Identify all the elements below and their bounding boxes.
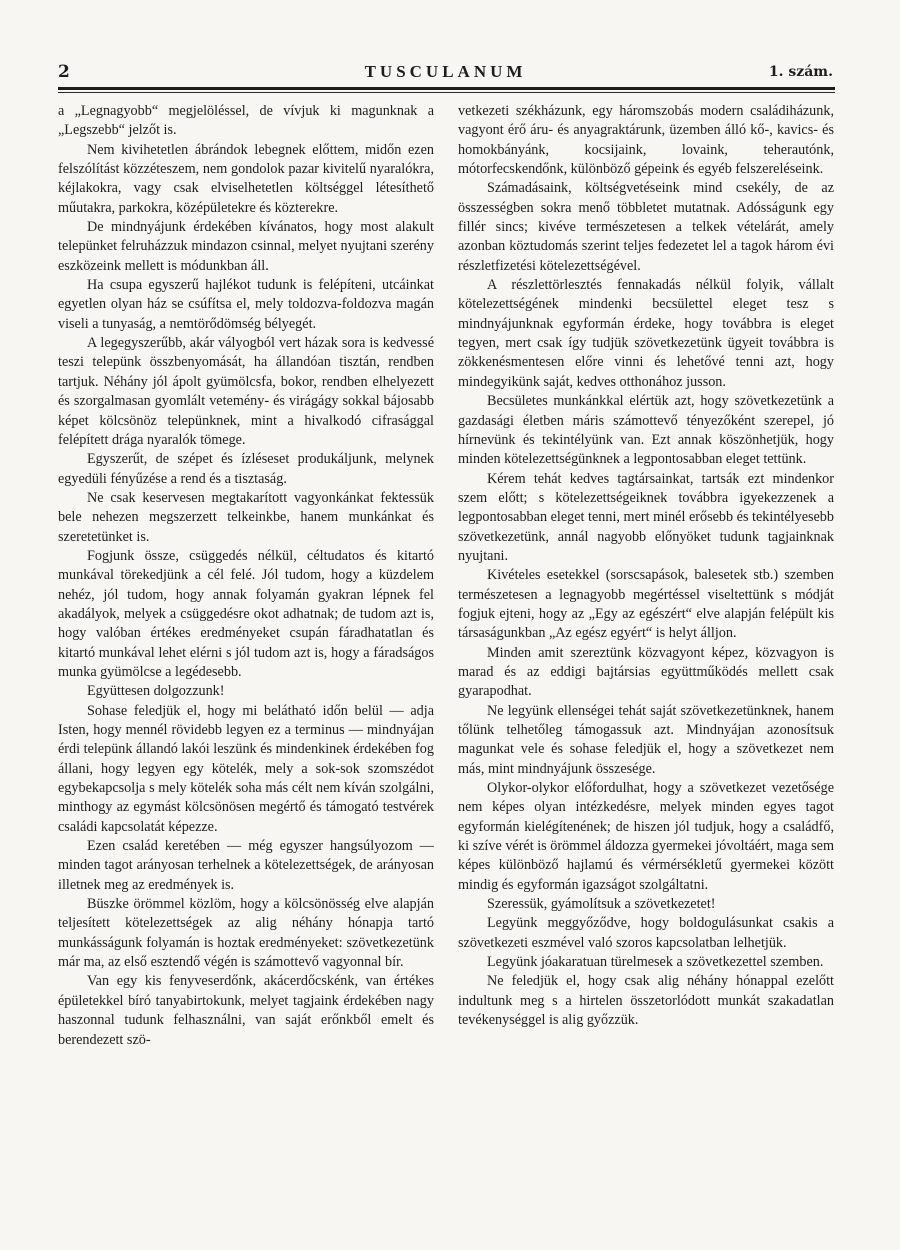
paragraph: A legegyszerűbb, akár vályogból vert házak sora is kedvessé teszi telepünk összbenyomását, ha állandóan tisztán, rendben tartjuk. Néhány jól ápolt gyümölcsfa, bokor, rendben elhelyezett és szorgalmasan gyomlált vetemény- és virágágy sokkal bájosabb képet kölcsönöz telepünknek, mint a hivalkodó cifrasággal felépített drága nyaralók tömege. (58, 335, 434, 448)
paragraph: Együttesen dolgozzunk! (87, 683, 225, 700)
paragraph: Becsületes munkánkkal elértük azt, hogy szövetkezetünk a gazdasági életben máris számottevő tényezőként szerepel, jó hírnevünk és tekintélyünk van. Ezt annak köszönhetjük, hogy minden kötelezettségünknek a legpontosabban eleget tettünk. (458, 393, 834, 468)
journal-title: TUSCULANUM (364, 62, 527, 81)
paragraph: Büszke örömmel közlöm, hogy a kölcsönösség elve alapján teljesített kötelezettségek az alig néhány hónapja tartó munkásságunk folyamán is hoztak eredményeket: szövetkezetünk már ma, az első esztendő végén is számottevő vagyonnal bír. (58, 896, 434, 971)
paragraph: Minden amit szereztünk közvagyont képez, közvagyon is marad és az eddigi bajtársias együttműködés mellett csak gyarapodhat. (458, 644, 834, 700)
paragraph: Ezen család keretében — még egyszer hangsúlyozom — minden tagot arányosan terhelnek a kötelezettségek, de arányosan illetnek meg az eredmények is. (58, 838, 434, 893)
paragraph: Ne feledjük el, hogy csak alig néhány hónappal ezelőtt indultunk meg s a hirtelen összetorlódott munkát szakadatlan tevékenységgel is alig győzzük. (458, 973, 834, 1029)
paragraph: Sohase feledjük el, hogy mi belátható időn belül — adja Isten, hogy mennél rövidebb legyen ez a terminus — mindnyájan érdi telepünk állandó lakói leszünk és mindenkinek érdekében fog állani, hogy legyen egy kötelék, mely a sok-sok szomszédot egybekapcsolja s mely kötelék soha más célt nem kíván szolgálni, minthogy az egymást kölcsönösen megértő és támogató testvérek családi kapcsolatát képezze. (58, 702, 434, 835)
paragraph: A részlettörlesztés fennakadás nélkül folyik, vállalt kötelezettségének mindenki becsülettel eleget tesz s mindnyájunknak egyformán érdeke, hogy továbbra is eleget tegyen, mert csak így tudjük szövetkezetünk ügyeit továbbra is zökkenésmentesen előre vinni és lehetővé tenni azt, hogy mindegyikünk saját, kedves otthonához jusson. (458, 277, 834, 390)
paragraph: Számadásaink, költségvetéseink mind csekély, de az összességben sokra menő többletet mutatnak. Adósságunk egy fillér sincs; kivéve természetesen a telkek vételárát, amely azonban köztudomás szerint teljes fedezetet lel a tagok három évi részletfizetési kötelezettségével. (458, 180, 834, 274)
page-number: 2 (58, 62, 70, 82)
paragraph: vetkezeti székházunk, egy háromszobás modern családiházunk, vagyont érő áru- és anyagraktárunk, üzemben álló kő-, kavics- és homokbányánk, kocsijaink, lovaink, teherautónk, mótorfecskendőnk, különböző gépeink és egyéb felszereléseink. (458, 103, 834, 178)
paragraph: Ne legyünk ellenségei tehát saját szövetkezetünknek, hanem tőlünk telhetőleg támogassuk azt. Mindnyájan azonosítsuk magunkat vele és sohase feledjük el, hogy a szövetkezet nem más, mint mindnyájunk összesége. (458, 702, 834, 777)
paragraph: Fogjunk össze, csüggedés nélkül, céltudatos és kitartó munkával törekedjünk a cél felé. Jól tudom, hogy a küzdelem nehéz, jól tudom, hogy annak folyamán gyakran lépnek fel akadályok, melyek a csüggedésre okot adhatnak; de tudom azt is, hogy valóban értékes eredményeket csupán fáradhatatlan és kitartó munkával lehet elérni s jól tudom azt is, hogy a fáradságos munka gyümölcse a legédesebb. (58, 547, 434, 680)
paragraph: Nem kivihetetlen ábrándok lebegnek előttem, midőn ezen felszólítást közzéteszem, nem gondolok pazar kivitelű nyaralókra, kéjlakokra, vagy csak elviselhetetlen költséggel létesíthető műutakra, parkokra, középületekre és közterekre. (58, 141, 434, 216)
paragraph: Legyünk jóakaratuan türelmesek a szövetkezettel szemben. (487, 954, 824, 971)
right-column (458, 102, 834, 1031)
paragraph: a „Legnagyobb“ megjelöléssel, de vívjuk ki magunknak a „Legszebb“ jelzőt is. (58, 103, 434, 139)
paragraph: Kivételes esetekkel (sorscsapások, balesetek stb.) szemben természetesen a legnagyobb megértéssel viseltettünk s módját fogjuk ejteni, hogy az „Egy az egészért“ elve alapján felépült kis társaságunkban „Az egész egyért“ is helyt álljon. (458, 567, 834, 642)
issue-label: 1. szám. (768, 64, 833, 80)
paragraph: Egyszerűt, de szépet és ízléseset produkáljunk, melynek egyedüli fényűzése a rend és a tisztaság. (58, 451, 434, 487)
left-column (58, 102, 434, 1050)
paragraph: Ha csupa egyszerű hajlékot tudunk is felépíteni, utcáinkat egyetlen olyan ház se csúfítsa el, mely toldozva-foldozva magán viseli a tunyaság, a nemtörődömség bélyegét. (58, 277, 434, 332)
paragraph: Van egy kis fenyveserdőnk, akácerdőcskénk, van értékes épületekkel bíró tanyabirtokunk, melyet tagjaink érdekében nagy haszonnal tudunk felhasználni, van saját erőnkből emelt és berendezett szö- (58, 973, 434, 1048)
paragraph: Olykor-olykor előfordulhat, hogy a szövetkezet vezetősége nem képes olyan intézkedésre, melyek minden egyes tagot egyformán kielégítenének; de hiszen jól tudjuk, hogy a családfő, ki szíve vérét is örömmel áldozza gyermekei jóvoltáért, maga sem képes különböző hajlamú és vérmérsékletű gyermekei között mindig és egyformán igazságot szolgáltatni. (458, 780, 834, 893)
paragraph: Kérem tehát kedves tagtársainkat, tartsák ezt mindenkor szem előtt; s kötelezettségeiknek továbbra igyekezzenek a legpontosabban eleget tenni, mert minél erősebb és tekintélyesebb szövetkezetünk, annál nagyobb előnyöket tudunk tagjainknak nyujtani. (458, 470, 834, 564)
header-rule-thick (58, 87, 835, 90)
paragraph: Ne csak keservesen megtakarított vagyonkánkat fektessük bele nehezen megszerzett telkeinkbe, hanem munkánkat és szeretetünket is. (58, 489, 434, 545)
paragraph: Szeressük, gyámolítsuk a szövetkezetet! (487, 896, 716, 913)
page-header (58, 62, 833, 84)
header-rule-thin (58, 92, 835, 93)
paragraph: Legyünk meggyőződve, hogy boldogulásunkat csakis a szövetkezeti eszmével való szoros kapcsolatban lelhetjük. (458, 915, 834, 951)
paragraph: De mindnyájunk érdekében kívánatos, hogy most alakult telepünket felruházzuk mindazon csinnal, melyet nyujtani szerény eszközeink mellett is módunkban áll. (58, 219, 434, 274)
